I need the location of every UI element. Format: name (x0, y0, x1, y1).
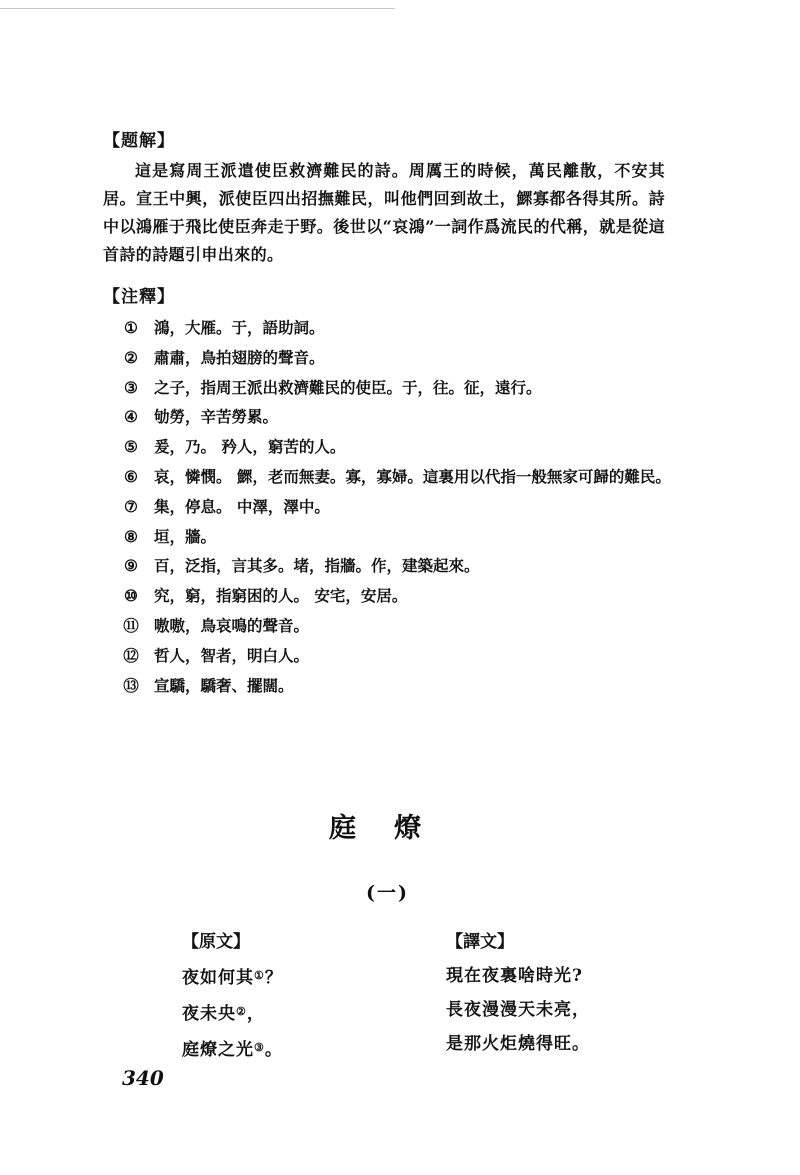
note-text: 哀，憐憫。 鰥，老而無妻。寡，寡婦。這裏用以代指一般無家可歸的難民。 (154, 466, 671, 486)
note-text: 嗷嗷，鳥哀鳴的聲音。 (154, 615, 310, 635)
note-item (118, 343, 678, 373)
note-item (118, 492, 678, 522)
original-line-text: 夜如何其 (182, 968, 254, 988)
note-item (118, 671, 678, 701)
note-item (118, 313, 678, 343)
poem-section-number: (一) (366, 882, 409, 904)
translation-line: 現在夜裏啥時光? (446, 966, 583, 986)
footnote-marker: ② (236, 1005, 247, 1018)
note-text: 宣驕，驕奢、擺闊。 (154, 675, 294, 695)
note-item (118, 373, 678, 403)
page-number: 340 (122, 1066, 164, 1090)
note-number: ⑥ (124, 466, 138, 486)
original-line-text: 庭燎之光 (182, 1040, 254, 1060)
original-line (182, 959, 283, 995)
note-item (118, 432, 678, 462)
poem-title: 庭燎 (329, 813, 459, 844)
note-item (118, 522, 678, 552)
note-text: 垣，牆。 (154, 526, 217, 546)
note-item (118, 551, 678, 581)
note-number: ⑨ (124, 556, 138, 576)
original-line-punct: 。 (264, 1040, 283, 1060)
original-heading: 【原文】 (182, 932, 250, 952)
heading-zhushi: 【注釋】 (103, 287, 175, 307)
note-number: ① (124, 318, 138, 337)
note-number: ⑪ (123, 615, 139, 635)
note-text: 爰，乃。 矜人，窮苦的人。 (154, 437, 346, 457)
note-text: 肅肅，鳥拍翅膀的聲音。 (154, 347, 325, 367)
note-text: 究，窮，指窮困的人。 安宅，安居。 (154, 586, 408, 606)
note-text: 集，停息。 中澤，澤中。 (154, 496, 330, 516)
original-line-text: 夜未央 (182, 1004, 236, 1024)
note-text: 百，泛指，言其多。堵，指牆。作，建築起來。 (154, 556, 480, 576)
original-text-column (182, 925, 283, 1067)
translation-line: 長夜漫漫天未亮， (446, 1000, 590, 1020)
note-text: 哲人，智者，明白人。 (154, 645, 310, 665)
note-text: 鴻，大雁。于，語助詞。 (154, 318, 325, 337)
translation-heading: 【譯文】 (446, 932, 514, 952)
intro-paragraph: 這是寫周王派遣使臣救濟難民的詩。周厲王的時候，萬民離散，不安其居。宣王中興，派使臣四出招撫難民，叫他們回到故土，鰥寡都各得其所。詩中以鴻雁于飛比使臣奔走于野。後世以“哀鴻”一詞作爲流民的代稱，就是從這首詩的詩題引申出來的。 (103, 161, 665, 264)
note-item (118, 611, 678, 641)
top-rule (0, 8, 395, 9)
note-number: ⑧ (124, 526, 138, 546)
note-number: ③ (124, 377, 138, 397)
original-line-punct: ， (246, 1004, 265, 1024)
original-line-punct: ？ (264, 968, 283, 988)
original-line (182, 1031, 283, 1067)
heading-tijie: 【题解】 (103, 131, 175, 151)
translation-line: 是那火炬燒得旺。 (446, 1034, 590, 1054)
note-item (118, 402, 678, 432)
translation-column (446, 925, 590, 1061)
footnote-marker: ① (254, 969, 265, 982)
note-number: ⑫ (123, 645, 139, 665)
note-item (118, 581, 678, 611)
notes-list (118, 313, 678, 700)
note-number: ④ (124, 407, 138, 427)
note-number: ⑤ (124, 437, 138, 457)
note-item (118, 641, 678, 671)
note-text: 之子，指周王派出救濟難民的使臣。于，往。征，遠行。 (154, 377, 542, 397)
footnote-marker: ③ (254, 1041, 265, 1054)
note-number: ② (124, 347, 138, 367)
original-line (182, 995, 283, 1031)
note-number: ⑦ (124, 496, 138, 516)
note-item (118, 462, 678, 492)
note-text: 劬勞，辛苦勞累。 (154, 407, 279, 427)
note-number: ⑩ (124, 586, 138, 606)
note-number: ⑬ (123, 675, 139, 695)
